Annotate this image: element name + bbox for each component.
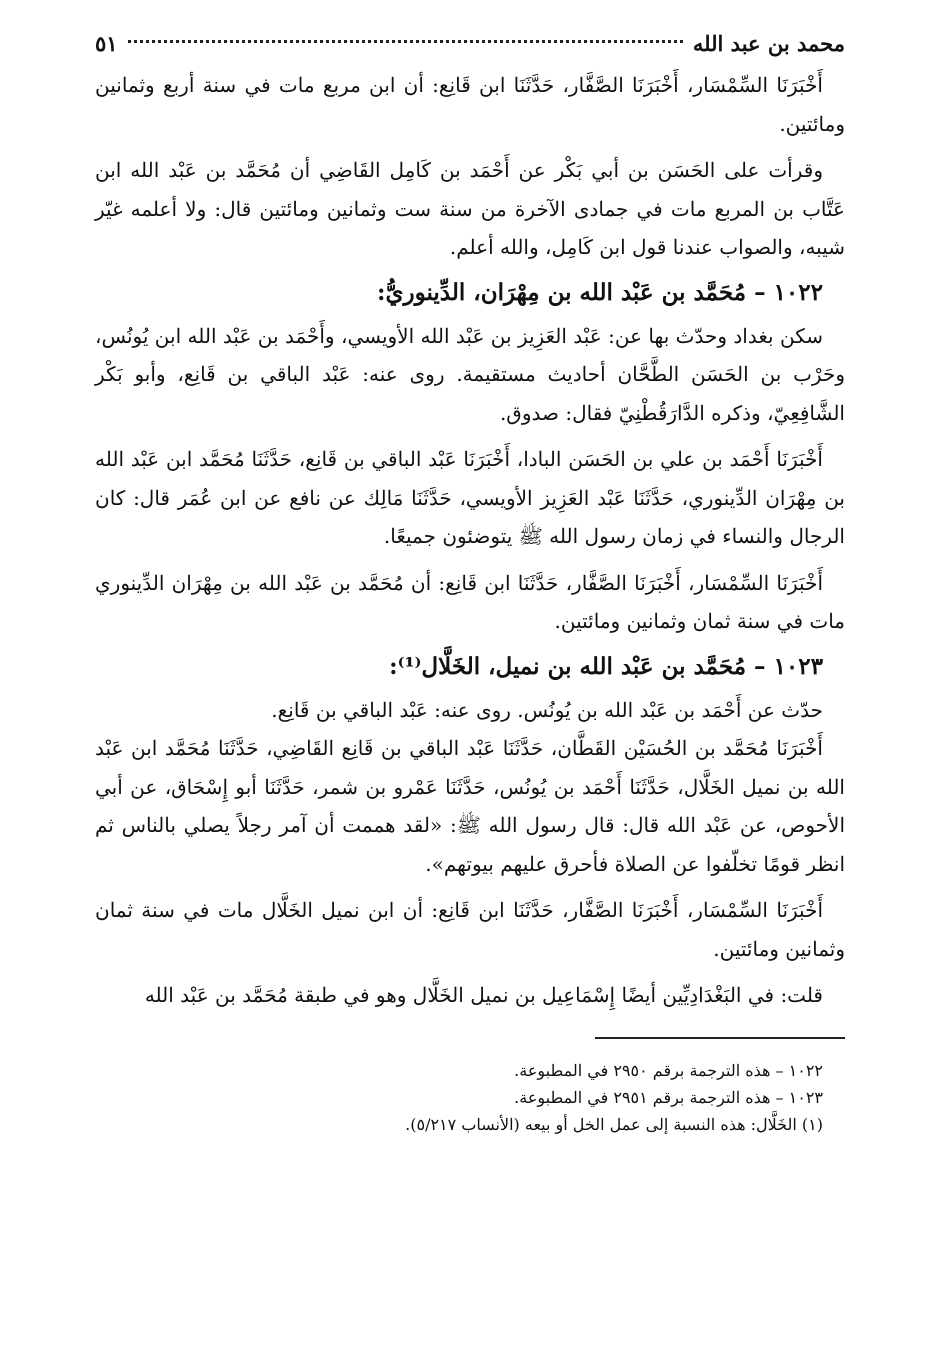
running-title: محمد بن عبد الله bbox=[692, 31, 845, 56]
paragraph: أَخْبَرَنَا السِّمْسَار، أَخْبَرَنَا الصَّفَّار، حَدَّثَنَا ابن قَانِع: أن ابن نميل الخَلَّال مات في سنة ثمان وثمانين ومائتين. bbox=[95, 898, 845, 961]
paragraph: وقرأت على الحَسَن بن أبي بَكْر عن أَحْمَد بن كَامِل القَاضِي أن مُحَمَّد بن عَبْد الله ابن عَتَّاب بن المربع مات في جمادى الآخرة من سنة ست وثمانين ومائتين قال: ولا أعلمه غيّر شيبه، والصواب عندنا قول ابن كَامِل، والله أعلم. bbox=[95, 158, 845, 259]
paragraph: سكن بغداد وحدّث بها عن: عَبْد العَزِيز بن عَبْد الله الأويسي، وأَحْمَد بن عَبْد الله ابن يُونُس، وحَرْب بن الحَسَن الطَّحَّان أحاديث مستقيمة. روى عنه: عَبْد الباقي بن قَانِع، وأبو بَكْر الشَّافِعِيّ، وذكره الدَّارَقُطْنِيّ فقال: صدوق. bbox=[95, 323, 845, 425]
paragraph: حدّث عن أَحْمَد بن عَبْد الله بن يُونُس. روى عنه: عَبْد الباقي بن قَانِع. bbox=[271, 697, 823, 722]
book-page bbox=[95, 22, 845, 1138]
paragraph: أَخْبَرَنَا السِّمْسَار، أَخْبَرَنَا الصَّفَّار، حَدَّثَنَا ابن قَانِع: أن مُحَمَّد بن عَبْد الله بن مِهْرَان الدِّينوري مات في سنة ثمان وثمانين ومائتين. bbox=[95, 570, 845, 633]
footnote: (١) الخَلَّال: هذه النسبة إلى عمل الخل أو بيعه (الأنساب ٥/٢١٧). bbox=[405, 1114, 823, 1134]
entry-heading-1022: ١٠٢٢ – مُحَمَّد بن عَبْد الله بن مِهْرَان، الدِّينوريُّ: bbox=[376, 278, 823, 306]
footnote: ١٠٢٢ – هذه الترجمة برقم ٢٩٥٠ في المطبوعة. bbox=[514, 1060, 823, 1080]
footnote-separator bbox=[595, 1037, 845, 1039]
footnote: ١٠٢٣ – هذه الترجمة برقم ٢٩٥١ في المطبوعة. bbox=[514, 1087, 823, 1107]
paragraph: قلت: في البَغْدَادِيِّين أيضًا إِسْمَاعِيل بن نميل الخَلَّال وهو في طبقة مُحَمَّد بن عَبْد الله bbox=[144, 983, 823, 1007]
page-number: ٥١ bbox=[95, 31, 118, 56]
paragraph: أَخْبَرَنَا مُحَمَّد بن الحُسَيْن القَطَّان، حَدَّثَنَا عَبْد الباقي بن قَانِع القَاضِي، حَدَّثَنَا مُحَمَّد ابن عَبْد الله بن نميل الخَلَّال، حَدَّثَنَا أَحْمَد بن يُونُس، حَدَّثَنَا عَمْرو بن شمر، حَدَّثَنَا أبو إِسْحَاق، عن أبي الأحوص، عن عَبْد الله قال: قال رسول الله ﷺ: «لقد هممت أن آمر رجلاً يصلي بالناس ثم انظر قومًا تخلّفوا عن الصلاة فأحرق عليهم بيوتهم». bbox=[95, 736, 845, 876]
footnotes bbox=[95, 1057, 845, 1138]
paragraph: أَخْبَرَنَا أَحْمَد بن علي بن الحَسَن البادا، أَخْبَرَنَا عَبْد الباقي بن قَانِع، حَدَّثَنَا مُحَمَّد ابن عَبْد الله بن مِهْرَان الدِّينوري، حَدَّثَنَا عَبْد العَزِيز الأويسي، حَدَّثَنَا مَالِك عن نافع عن ابن عُمَر قال: كان الرجال والنساء في زمان رسول الله ﷺ يتوضئون جميعًا. bbox=[95, 447, 845, 548]
header-dot-leader bbox=[128, 40, 683, 43]
running-header bbox=[95, 22, 845, 66]
paragraph: أَخْبَرَنَا السِّمْسَار، أَخْبَرَنَا الصَّفَّار، حَدَّثَنَا ابن قَانِع: أن ابن مربع مات في سنة أربع وثمانين ومائتين. bbox=[95, 73, 845, 136]
entry-heading-1023: ١٠٢٣ – مُحَمَّد بن عَبْد الله بن نميل، الخَلَّال⁽¹⁾: bbox=[389, 652, 823, 680]
